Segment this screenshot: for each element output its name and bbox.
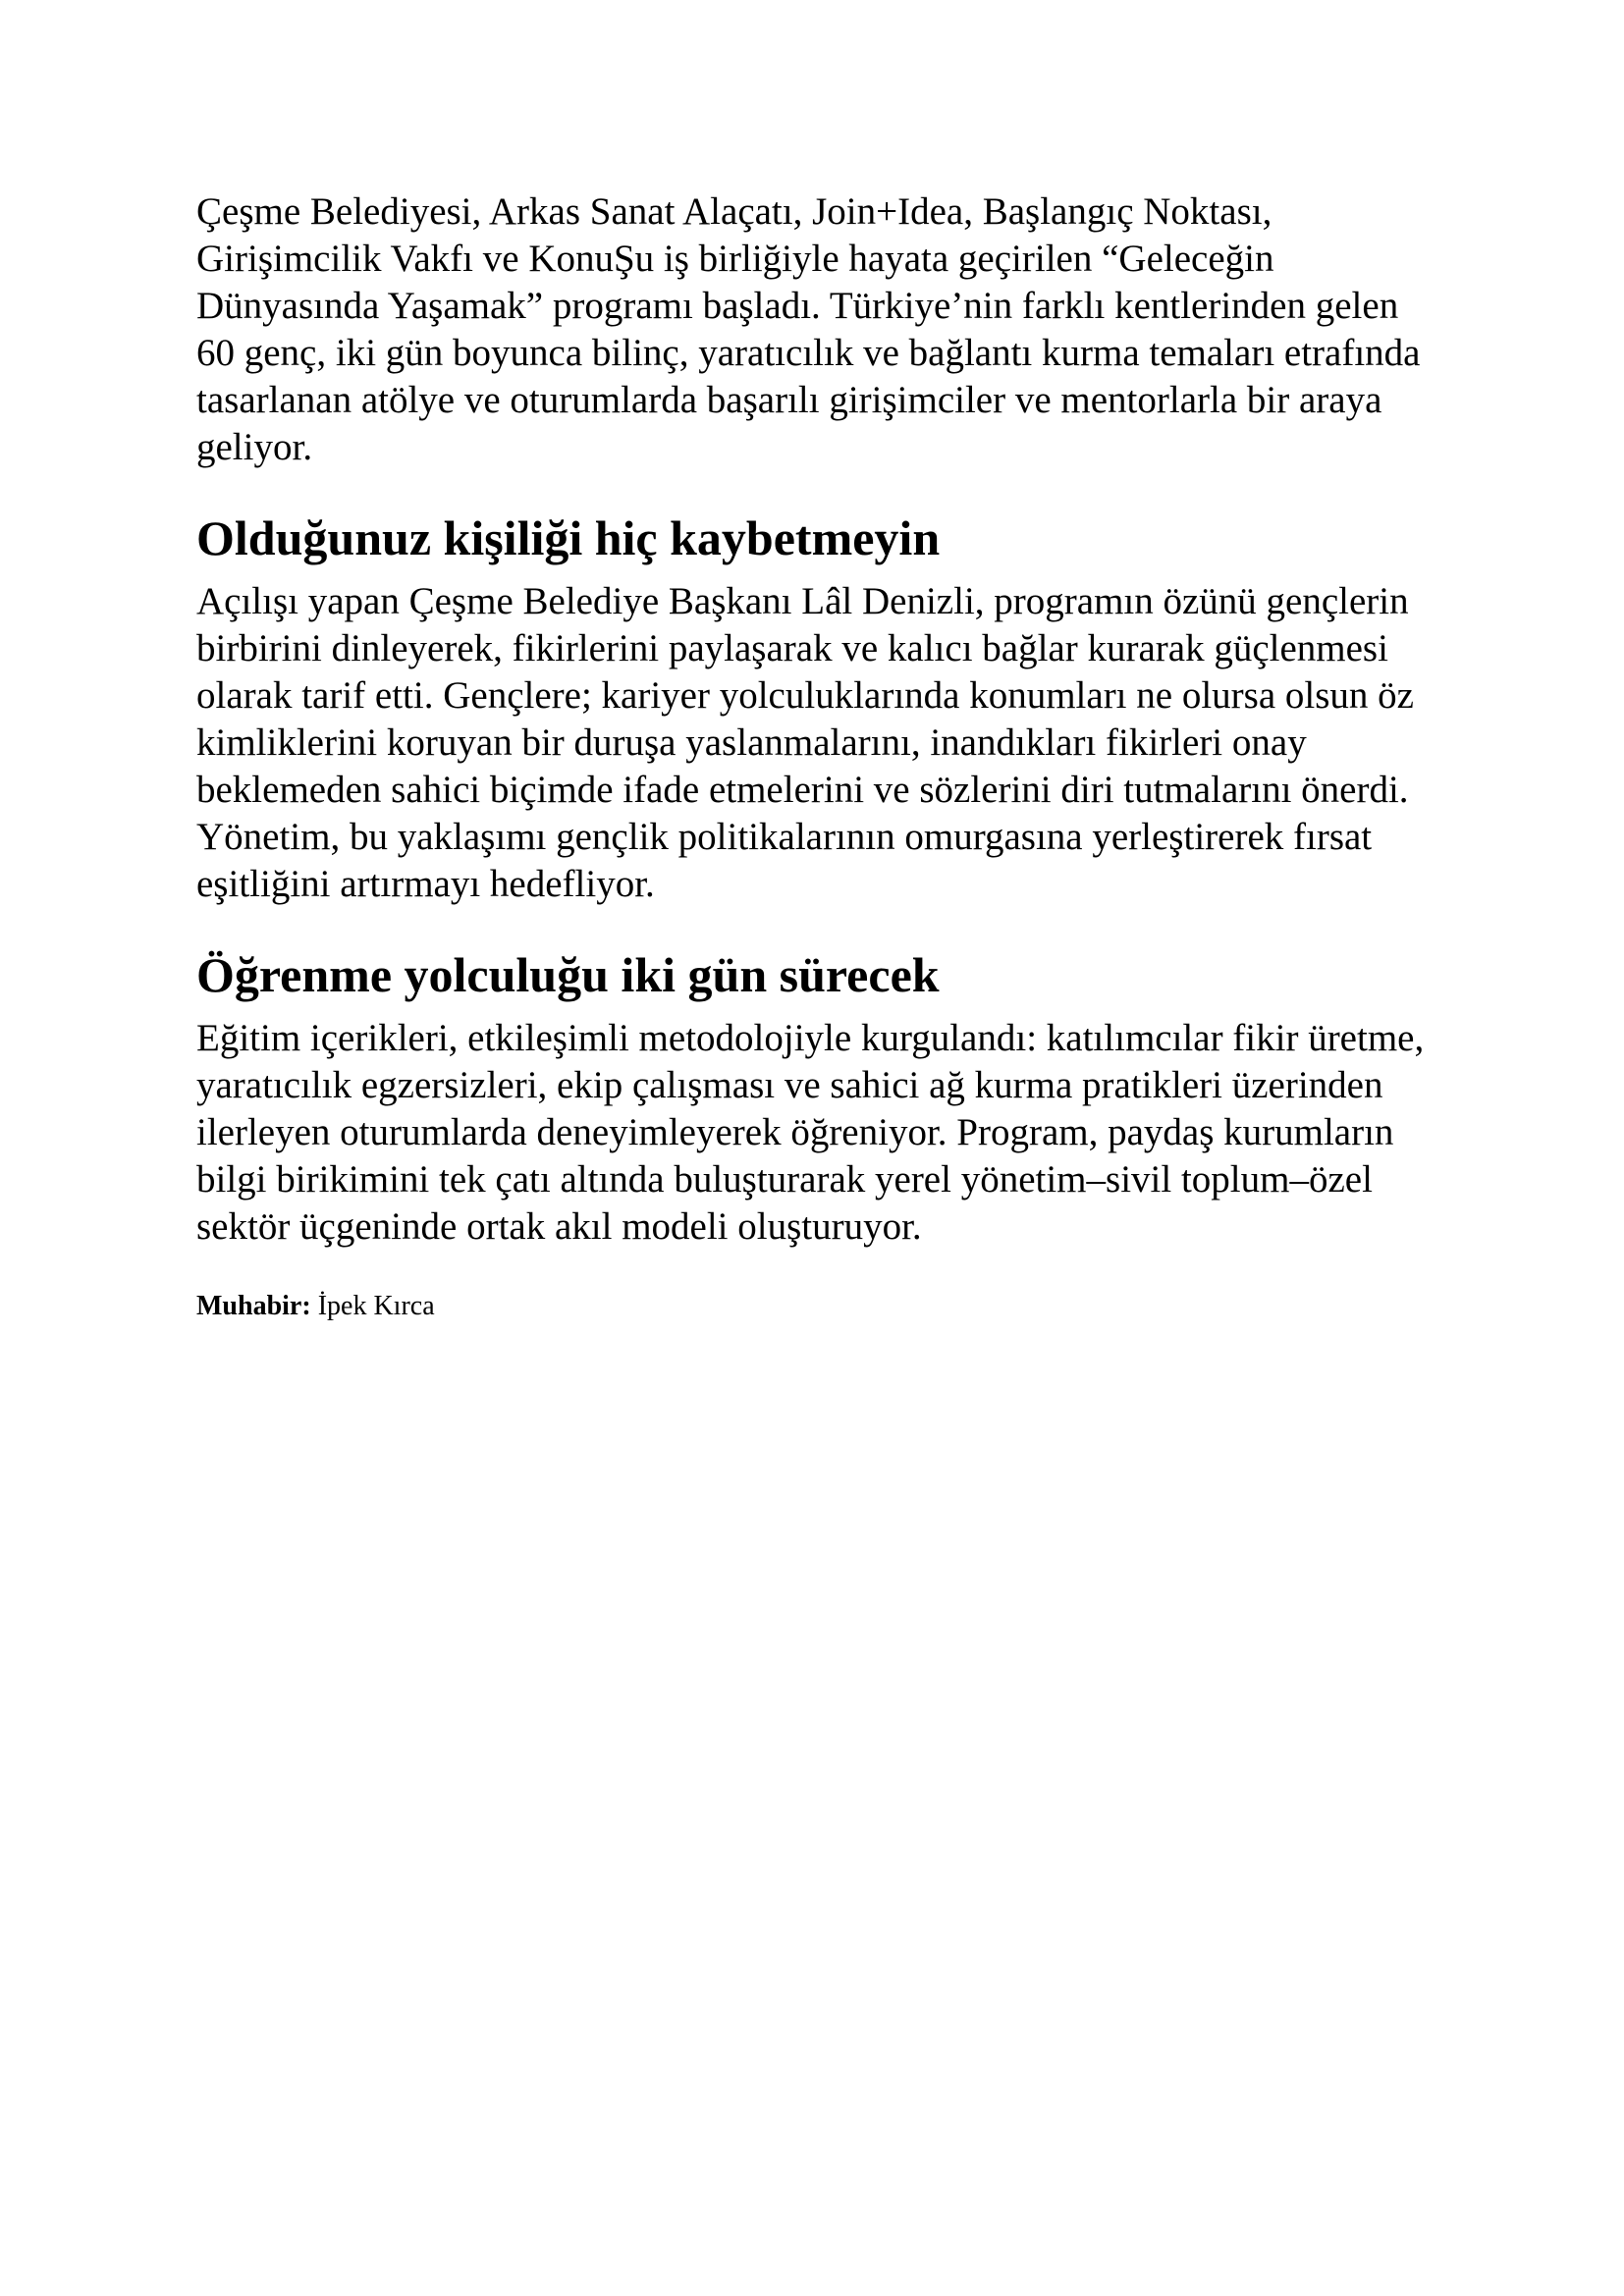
intro-paragraph: Çeşme Belediyesi, Arkas Sanat Alaçatı, Join+Idea, Başlangıç Noktası, Girişimcilik Vakfı ve KonuŞu iş birliğiyle hayata geçirilen “Geleceğin Dünyasında Yaşamak” programı başladı. Türkiye’nin farklı kentlerinden gelen 60 genç, iki gün boyunca bilinç, yaratıcılık ve bağlantı kurma temaları etrafında tasarlanan atölye ve oturumlarda başarılı girişimciler ve mentorlarla bir araya geliyor. <box>196 190 1421 468</box>
section-paragraph-2: Eğitim içerikleri, etkileşimli metodolojiyle kurgulandı: katılımcılar fikir üretme, yaratıcılık egzersizleri, ekip çalışması ve sahici ağ kurma pratikleri üzerinden ilerleyen oturumlarda deneyimleyerek öğreniyor. Program, paydaş kurumların bilgi birikimini tek çatı altında buluşturarak yerel yönetim–sivil toplum–özel sektör üçgeninde ortak akıl modeli oluşturuyor. <box>196 1017 1425 1248</box>
byline <box>196 1290 1428 1323</box>
byline-label: Muhabir: <box>196 1291 311 1321</box>
byline-name: İpek Kırca <box>317 1291 435 1321</box>
section-paragraph-1: Açılışı yapan Çeşme Belediye Başkanı Lâl Denizli, programın özünü gençlerin birbirini dinleyerek, fikirlerini paylaşarak ve kalıcı bağlar kurarak güçlenmesi olarak tarif etti. Gençlere; kariyer yolculuklarında konumları ne olursa olsun öz kimliklerini koruyan bir duruşa yaslanmalarını, inandıkları fikirleri onay beklemeden sahici biçimde ifade etmelerini ve sözlerini diri tutmalarını önerdi. Yönetim, bu yaklaşımı gençlik politikalarının omurgasına yerleştirerek fırsat eşitliğini artırmayı hedefliyor. <box>196 580 1414 905</box>
section-heading-1: Olduğunuz kişiliği hiç kaybetmeyin <box>196 510 941 565</box>
section-heading-2: Öğrenme yolculuğu iki gün sürecek <box>196 947 940 1002</box>
